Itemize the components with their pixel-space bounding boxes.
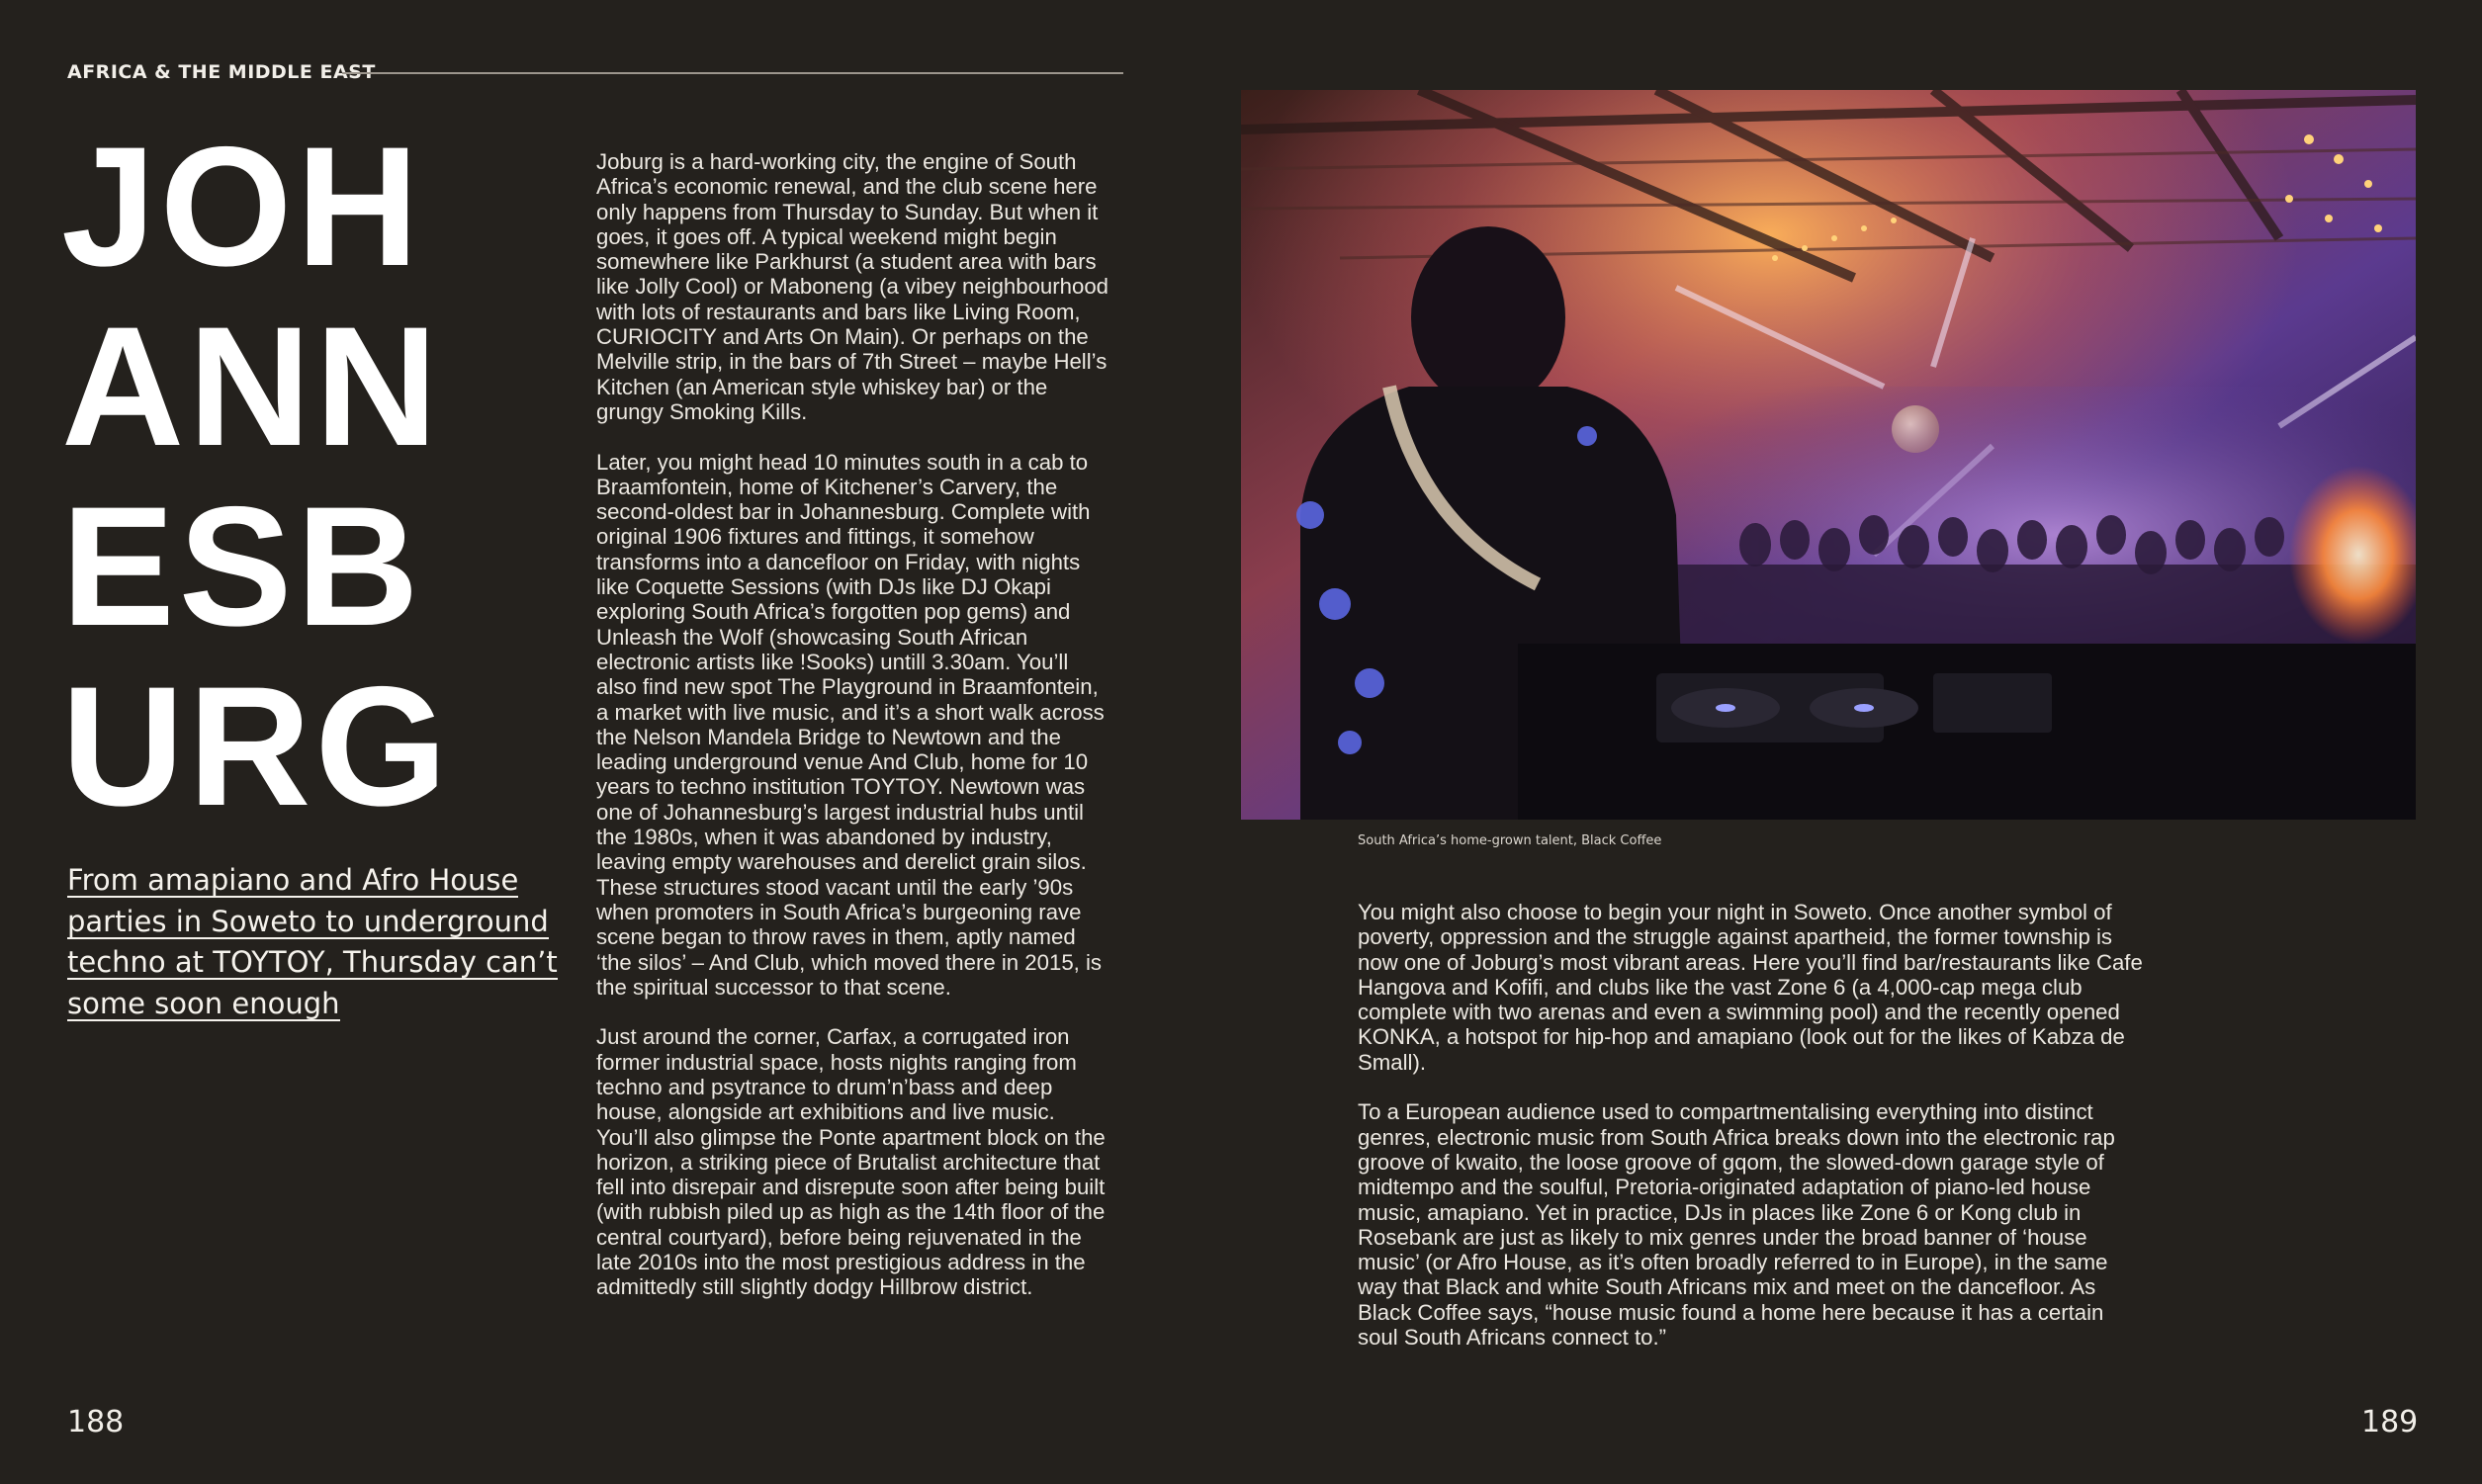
photo-caption: South Africa’s home-grown talent, Black Coffee	[1358, 833, 1662, 848]
page-number-right: 189	[2361, 1405, 2419, 1440]
city-title-line: ANN	[61, 292, 442, 481]
city-title-line: ESB	[61, 472, 423, 661]
standfirst-line: From amapiano and Afro House	[67, 863, 519, 897]
body-paragraph: Later, you might head 10 minutes south in a cab to Braamfontein, home of Kitchener’s Carvery, the second-oldest bar in Johannesburg. Complete with original 1906 fixtures and fittings, it somehow transforms into a dancefloor on Friday, with nights like Coquette Sessions (with DJs like DJ Okapi exploring South Africa’s forgotten pop gems) and Unleash the Wolf (showcasing South African electronic artists like !Sooks) untill 3.30am. You’ll also find new spot The Playground in Braamfontein, a market with live music, and it’s a short walk across the Nelson Mandela Bridge to Newtown and the leading underground venue And Club, home for 10 years to techno institution TOYTOY. Newtown was one of Johannesburg’s largest industrial hubs until the 1980s, when it was abandoned by industry, leaving empty warehouses and derelict grain silos. These structures stood vacant until the early ’90s when promoters in South Africa’s burgeoning rave scene began to throw raves in them, aptly named ‘the silos’ – And Club, which moved there in 2015, is the spiritual successor to that scene.	[596, 449, 1105, 1000]
standfirst-line: parties in Soweto to underground	[67, 904, 549, 938]
body-column-left	[596, 149, 1110, 1325]
city-title-line: JOH	[61, 112, 423, 302]
city-title-line: URG	[61, 652, 452, 841]
body-paragraph: Just around the corner, Carfax, a corrugated iron former industrial space, hosts nights ranging from techno and psytrance to drum’n’bass and deep house, alongside art exhibitions and live music. You’ll also glimpse the Ponte apartment block on the horizon, a striking piece of Brutalist architecture that fell into disrepair and disrepute soon after being built (with rubbish piled up as high as the 14th floor of the central courtyard), before being rejuvenated in the late 2010s into the most prestigious address in the admittedly still slightly dodgy Hillbrow district.	[596, 1024, 1106, 1300]
body-paragraph: Joburg is a hard-working city, the engine of South Africa’s economic renewal, and the club scene here only happens from Thursday to Sunday. But when it goes, it goes off. A typical weekend might begin somewhere like Parkhurst (a student area with bars like Jolly Cool) or Maboneng (a vibey neighbourhood with lots of restaurants and bars like Living Room, CURIOCITY and Arts On Main). Or perhaps on the Melville strip, in the bars of 7th Street – maybe Hell’s Kitchen (an American style whiskey bar) or the grungy Smoking Kills.	[596, 149, 1109, 424]
body-column-right	[1358, 900, 2149, 1375]
body-paragraph: You might also choose to begin your night in Soweto. Once another symbol of poverty, oppression and the struggle against apartheid, the former township is now one of Joburg’s most vibrant areas. Here you’ll find bar/restaurants like Cafe Hangova and Kofifi, and clubs like the vast Zone 6 (a 4,000-cap mega club complete with two arenas and even a swimming pool) and the recently opened KONKA, a hotspot for hip-hop and amapiano (look out for the likes of Kabza de Small).	[1358, 900, 2143, 1075]
standfirst-line: some soon enough	[67, 986, 340, 1020]
standfirst-line: techno at TOYTOY, Thursday can’t	[67, 945, 558, 979]
city-title	[61, 112, 576, 841]
body-paragraph: To a European audience used to compartmentalising everything into distinct genres, electronic music from South Africa breaks down into the electronic rap groove of kwaito, the loose groove of gqom, the slowed-down garage style of midtempo and the soulful, Pretoria-originated adaptation of piano-led house music, amapiano. Yet in practice, DJs in places like Zone 6 or Kong club in Rosebank are just as likely to mix genres under the broad banner of ‘house music’ (or Afro House, as it’s often broadly referred to in Europe), in the same way that Black and white South Africans mix and meet on the dancefloor. As Black Coffee says, “house music found a home here because it has a certain soul South Africans connect to.”	[1358, 1099, 2115, 1351]
section-label: AFRICA & THE MIDDLE EAST	[67, 61, 376, 83]
standfirst	[67, 862, 562, 1026]
dj-photo	[1241, 90, 2416, 820]
page-number-left: 188	[67, 1405, 125, 1440]
header-rule	[342, 72, 1123, 74]
